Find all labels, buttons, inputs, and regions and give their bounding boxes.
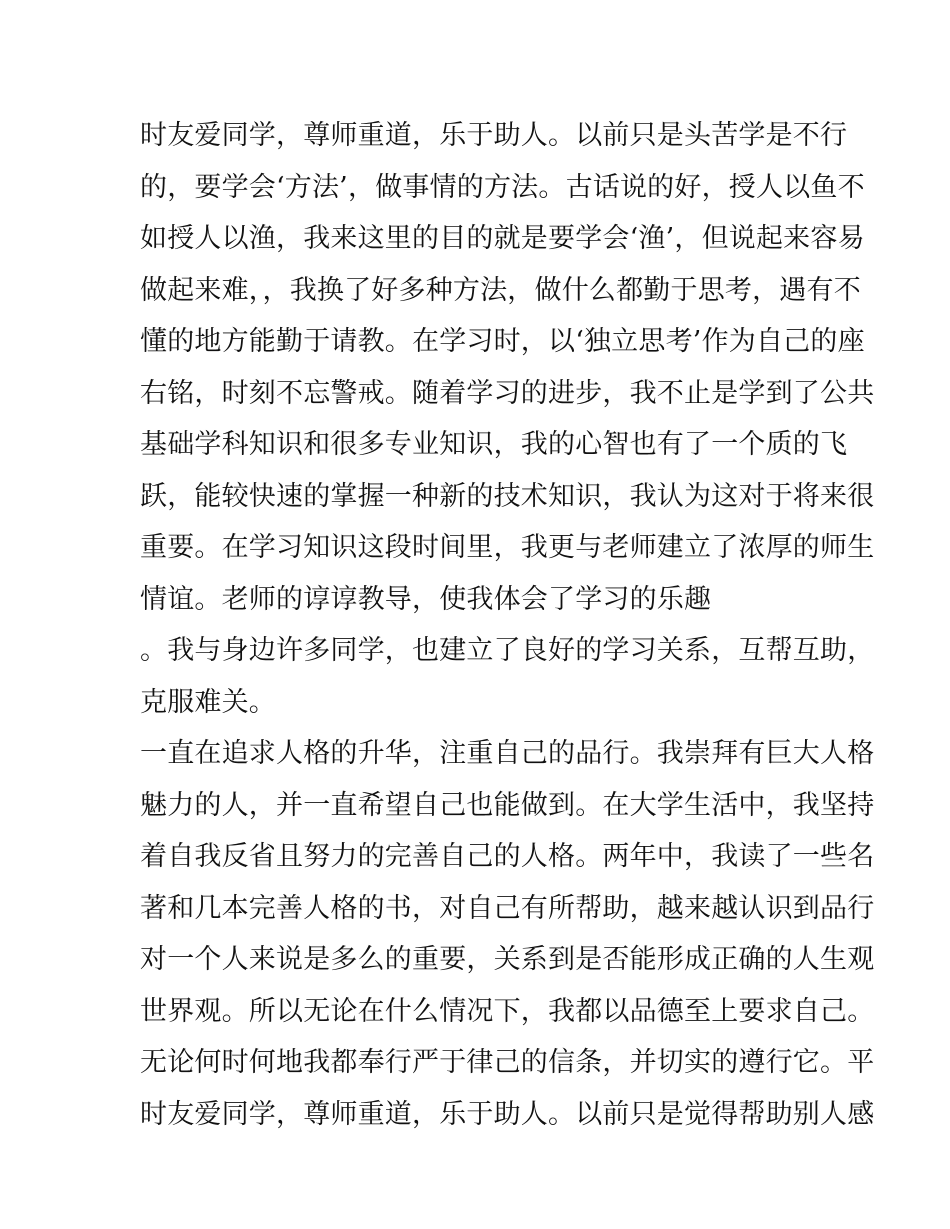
- text-line: 情谊。老师的谆谆教导，使我体会了学习的乐趣: [140, 583, 712, 615]
- text-line: 着自我反省且努力的完善自己的人格。两年中，我读了一些名: [140, 841, 875, 872]
- text-line: 。我与身边许多同学，也建立了良好的学习关系，互帮互助，: [140, 635, 875, 666]
- text-line: 重要。在学习知识这段时间里，我更与老师建立了浓厚的师生: [140, 532, 875, 563]
- text-line: 著和几本完善人格的书，对自己有所帮助，越来越认识到品行: [140, 892, 875, 924]
- text-line: 右铭，时刻不忘警戒。随着学习的进步，我不止是学到了公共: [140, 377, 875, 409]
- text-line: 如授人以渔，我来这里的目的就是要学会‘渔’，但说起来容易: [140, 223, 865, 254]
- text-line: 做起来难，，我换了好多种方法，做什么都勤于思考，遇有不: [140, 274, 861, 306]
- text-line: 无论何时何地我都奉行严于律己的信条，并切实的遵行它。平: [140, 1047, 875, 1078]
- text-line: 时友爱同学，尊师重道，乐于助人。以前只是觉得帮助别人感: [140, 1098, 875, 1130]
- document-body: [140, 110, 875, 1140]
- text-line: 懂的地方能勤于请教。在学习时，以‘独立思考’作为自己的座: [140, 326, 865, 357]
- text-line: 克服难关。: [140, 686, 276, 718]
- text-line: 对一个人来说是多么的重要，关系到是否能形成正确的人生观: [140, 944, 875, 975]
- text-line: 魅力的人，并一直希望自己也能做到。在大学生活中，我坚持: [140, 789, 875, 821]
- text-line: 世界观。所以无论在什么情况下，我都以品德至上要求自己。: [140, 995, 875, 1027]
- text-line: 基础学科知识和很多专业知识，我的心智也有了一个质的飞: [140, 429, 848, 460]
- text-line: 的，要学会‘方法’，做事情的方法。古话说的好，授人以鱼不: [140, 171, 865, 203]
- text-line: 一直在追求人格的升华，注重自己的品行。我崇拜有巨大人格: [140, 738, 875, 769]
- text-line: 时友爱同学，尊师重道，乐于助人。以前只是头苦学是不行: [140, 120, 848, 151]
- text-line: 跃，能较快速的掌握一种新的技术知识，我认为这对于将来很: [140, 480, 875, 512]
